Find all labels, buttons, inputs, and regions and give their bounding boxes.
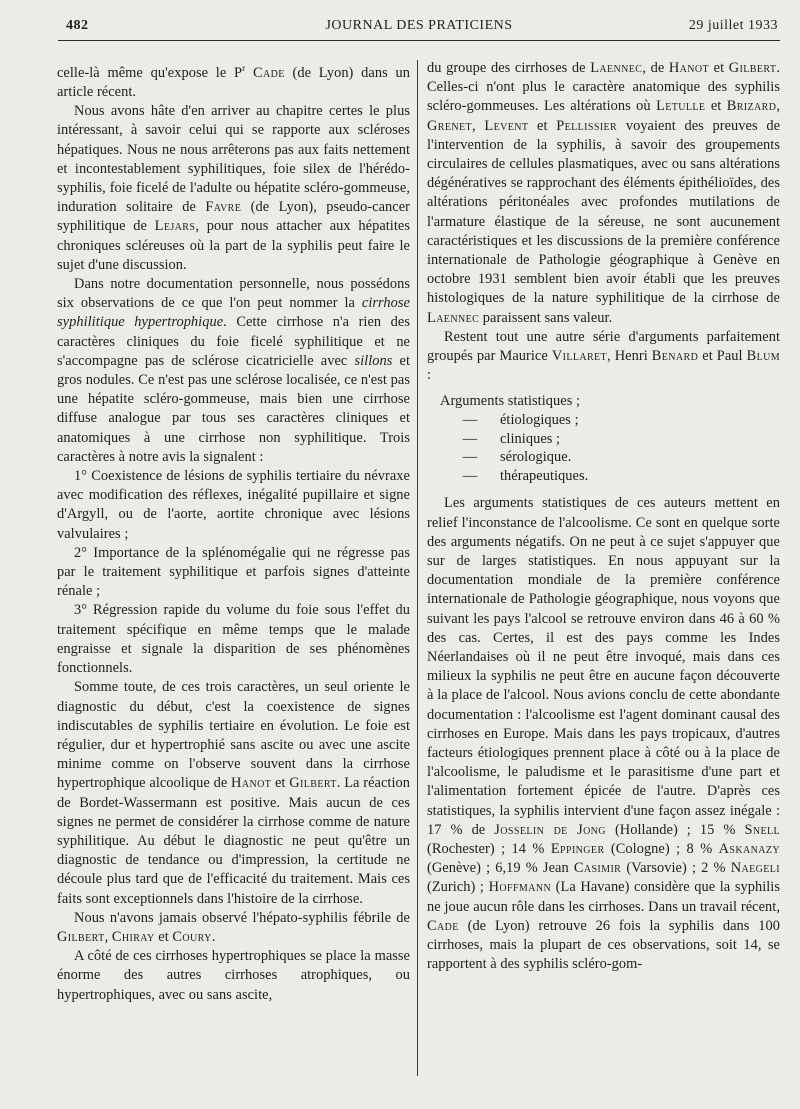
author-name: Josselin de Jong (494, 821, 606, 838)
paragraph: 2° Importance de la splénomégalie qui ne régresse pas par le traitement syphilitique et parfois signes d'atteinte rénale ; (57, 544, 410, 600)
author-name: Hanot (231, 775, 272, 792)
author-name: Grenet (427, 117, 473, 134)
list-item: — thérapeutiques. (462, 467, 589, 484)
page-number: 482 (66, 18, 89, 33)
author-name: Gilbert (57, 928, 105, 945)
author-name: Benard (651, 348, 699, 365)
left-column (57, 59, 410, 1005)
author-name: Askanazy (718, 841, 781, 858)
author-name: Brizard (726, 98, 777, 115)
author-name: Chiray (111, 928, 155, 945)
header-rule (58, 40, 780, 41)
author-name: Cade (427, 917, 459, 934)
author-name: Hanot (668, 60, 710, 76)
author-name: Lejars (154, 218, 196, 235)
issue-date: 29 juillet 1933 (688, 18, 778, 33)
author-name: Hoffmann (488, 879, 552, 896)
argument-list (440, 392, 780, 485)
paragraph: Restent tout une autre série d'arguments parfaitement groupés par Maurice Villaret, Henri Benard et Paul Blum : (427, 328, 780, 384)
running-header (58, 14, 780, 38)
list-item: Arguments statistiques ; (440, 393, 581, 410)
author-name: Levent (484, 117, 529, 134)
right-column (427, 59, 780, 975)
author-name: Gilbert (289, 775, 337, 792)
author-name: Snell (744, 821, 781, 838)
author-name: Cade (252, 64, 285, 81)
paragraph: Somme toute, de ces trois caractères, un seul oriente le diagnostic du début, c'est la coexistence de signes indiscutables de syphilis tertiaire en évolution. Le foie est régulier, dur et hypertrophié sans ascite ou avec une ascite minime comme on l'observe souvent dans la cirrhose hypertrophique alcoolique de Hanot et Gilbert. La réaction de Bordet-Wassermann est positive. Mais aucun de ces signes ne permet de considérer la cirrhose comme de nature syphilitique. Au début le diagnostic ne peut qu'être un diagnostic de tendance ou d'impression, la certitude ne découle plus tard que de l'efficacité du traitement. Mais ces faits sont exceptionnels dans l'histoire de la cirrhose. (57, 679, 411, 907)
paragraph: du groupe des cirrhoses de Laennec, de Hanot et Gilbert. Celles-ci n'ont plus le caractère anatomique des syphilis scléro-gommeuses. Les altérations où Letulle et Brizard, Grenet, Levent et Pellissier voyaient des preuves de l'intervention de la syphilis, à savoir des groupements circulaires de cellules plasmatiques, avec ou sans altérations dégénératives se rapprochant des éléments épithélioïdes, des altérations péritonéales avec profondes mutilations de l'armature élastique de la séreuse, ne sont aucunement caractéristiques et les discussions de la première conférence internationale de Pathologie géographique à Genève en octobre 1931 semblent bien avoir établi que les preuves histologiques de la nature syphilitique de la cirrhose de Laennec paraissent sans valeur. (427, 60, 781, 326)
paragraph: 3° Régression rapide du volume du foie sous l'effet du traitement spécifique en même temps que le malade engraisse et signale la disparition de ses phénomènes fonctionnels. (57, 602, 410, 677)
author-name: Eppinger (550, 841, 605, 858)
author-name: Casimir (573, 860, 622, 877)
paragraph: A côté de ces cirrhoses hypertrophiques se place la masse énorme des autres cirrhoses atrophiques, ou hypertrophiques, avec ou sans ascite, (57, 948, 410, 1003)
author-name: Laennec (427, 309, 480, 326)
author-name: Villaret (551, 348, 608, 365)
author-name: Favre (205, 199, 242, 216)
journal-title: JOURNAL DES PRATICIENS (325, 18, 513, 33)
author-name: Blum (746, 348, 780, 365)
author-name: Letulle (656, 98, 706, 115)
paragraph: Les arguments statistiques de ces auteurs mettent en relief l'inconstance de l'alcoolisme. Ce sont en quelque sorte des arguments négatifs. On ne peut à ce sujet s'appuyer que sur de larges statistiques. En nous appuyant sur la documentation mondiale de la première conférence internationale de Pathologie géographique, nous voyons que suivant les pays l'alcool se retrouve environ dans 46 à 60 % des cas. Certes, il est des pays comme les Indes Néerlandaises où il ne peut être invoqué, mais dans ces milieux la syphilis ne peut être en aucune façon découverte à la place de l'alcool. Nous avions conclu de cette abondante documentation : l'alcoolisme est l'agent dominant causal des cirrhoses en Europe. Mais dans les pays tropicaux, d'autres facteurs étiologiques prennent place à côté ou à la place de l'alcoolisme, le paludisme et le parasitisme d'une part et l'alimentation fortement épicée de l'autre. D'après ces statistiques, la syphilis intervient d'une façon assez inégale : 17 % de Josselin de Jong (Hollande) ; 15 % Snell (Rochester) ; 14 % Eppinger (Cologne) ; 8 % Askanazy (Genève) ; 6,19 % Jean Casimir (Varsovie) ; 2 % Naegeli (Zurich) ; Hoffmann (La Havane) considère que la syphilis ne joue aucun rôle dans les cirrhoses. Dans un travail récent, Cade (de Lyon) retrouve 26 fois la syphilis dans 100 cirrhoses, mais la plupart de ces observations, soit 14, se rapportent à des syphilis scléro-gom- (427, 495, 781, 973)
author-name: Laennec (590, 60, 643, 76)
column-divider (417, 60, 418, 1076)
list-item: — sérologique. (462, 449, 572, 466)
author-name: Coury (172, 928, 212, 945)
paragraph: 1° Coexistence de lésions de syphilis tertiaire du névraxe avec modification des réflexes, inégalité pupillaire et signe d'Argyll, ou de l'aorte, aortite chronique avec lésions valvulaires ; (57, 468, 410, 542)
paragraph: celle-là même qu'expose le $P^r$ Cade (de Lyon) dans un article récent. (57, 63, 411, 100)
author-name: Pellissier (556, 117, 618, 134)
list-item: — cliniques ; (462, 430, 561, 447)
paragraph: Dans notre documentation personnelle, nous possédons six observations de ce que l'on peut nommer la cirrhose syphilitique hypertrophique. Cette cirrhose n'a rien des caractères cliniques du foie ficelé syphilitique et ne s'accompagne pas de sclérose cicatricielle avec sillons et gros nodules. Ce n'est pas une sclérose localisée, ce n'est pas une hépatite scléro-gommeuse, mais bien une cirrhose diffuse analogue par tous ses caractères cliniques et anatomiques à une cirrhose non syphilitique. Trois caractères à notre avis la signalent : (57, 276, 410, 465)
author-name: Naegeli (730, 860, 780, 877)
list-item: — étiologiques ; (462, 412, 579, 429)
paragraph: Nous n'avons jamais observé l'hépato-syphilis fébrile de Gilbert, Chiray et Coury. (57, 909, 410, 945)
author-name: Gilbert (728, 60, 777, 76)
paragraph: Nous avons hâte d'en arriver au chapitre certes le plus intéressant, à savoir celui qui se rapporte aux scléroses hépatiques. Nous ne nous arrêterons pas aux faits nettement et incontestablement syphilitiques, foie silex de l'hérédo-syphilis, foie ficelé de l'adulte ou hépatite scléro-gommeuse, induration solitaire de Favre (de Lyon), pseudo-cancer syphilitique de Lejars, pour nous attacher aux hépatites chroniques scléreuses où la part de la syphilis peut faire le sujet d'une discussion. (57, 103, 410, 273)
